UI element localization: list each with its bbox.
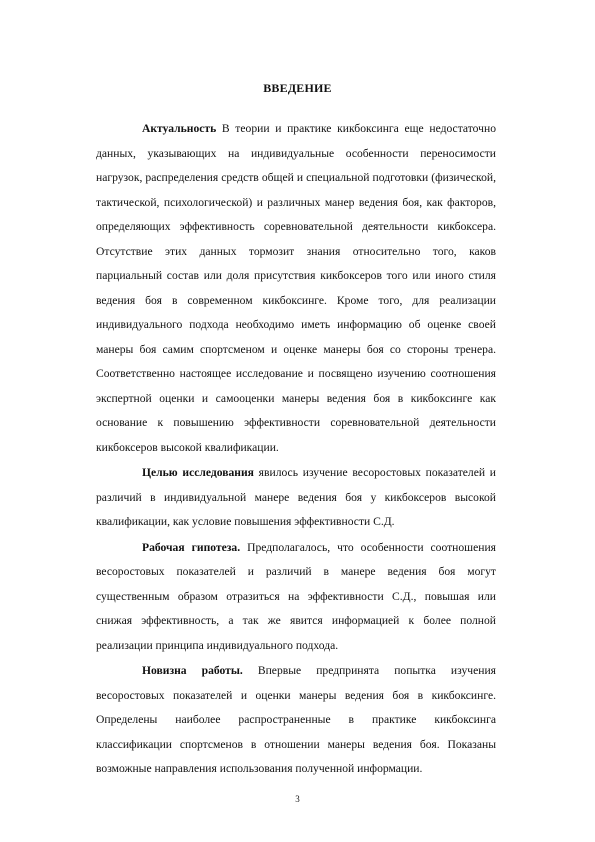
paragraph-relevance	[96, 117, 496, 460]
paragraph-text: В теории и практике кикбоксинга еще недостаточно данных, указывающих на индивидуальные особенности переносимости нагрузок, распределения средств общей и специальной подготовки (физической, тактической, психологической) и различных манер ведения боя, как факторов, определяющих эффективность соревновательной деятельности кикбоксера. Отсутствие этих данных тормозит знания относительно того, каков парциальный состав или доля присутствия кикбоксеров того или иного стиля ведения боя в современном кикбоксинге. Кроме того, для реализации индивидуального подхода необходимо иметь информацию об оценке своей манеры боя самим спортсменом и оценке манеры боя со стороны тренера. Соответственно настоящее исследование и посвящено изучению соотношения экспертной оценки и самооценки манеры ведения боя в кикбоксинге как основание к повышению эффективности соревновательной деятельности кикбоксеров высокой квалификации.	[96, 122, 496, 454]
body-text	[96, 117, 496, 782]
section-heading: ВВЕДЕНИЕ	[263, 81, 332, 95]
paragraph-goal	[96, 461, 496, 535]
paragraph-text: явилось изучение весоростовых показателей и различий в индивидуальной манере ведения боя у кикбоксеров высокой квалификации, как условие повышения эффективности С.Д.	[96, 466, 496, 528]
page-number: 3	[295, 794, 300, 804]
paragraph-lead: Новизна работы.	[142, 664, 243, 677]
paragraph-lead: Актуальность	[142, 122, 217, 135]
paragraph-hypothesis	[96, 536, 496, 659]
paragraph-lead: Рабочая гипотеза.	[142, 540, 241, 554]
paragraph-text: Предполагалось, что особенности соотношения весоростовых показателей и различий в манере ведения боя могут существенным образом отразиться на эффективности С.Д., повышая или снижая эффективность, а так же явится информацией к более полной реализации принципа индивидуального подхода.	[96, 540, 496, 652]
paragraph-lead: Целью исследования	[142, 466, 254, 479]
paragraph-text: Впервые предпринята попытка изучения весоростовых показателей и оценки манеры ведения боя в кикбоксинге. Определены наиболее распространенные в практике кикбоксинга классификации спортсменов в отношении манеры ведения боя. Показаны возможные направления использования полученной информации.	[96, 664, 496, 775]
paragraph-novelty	[96, 659, 496, 782]
